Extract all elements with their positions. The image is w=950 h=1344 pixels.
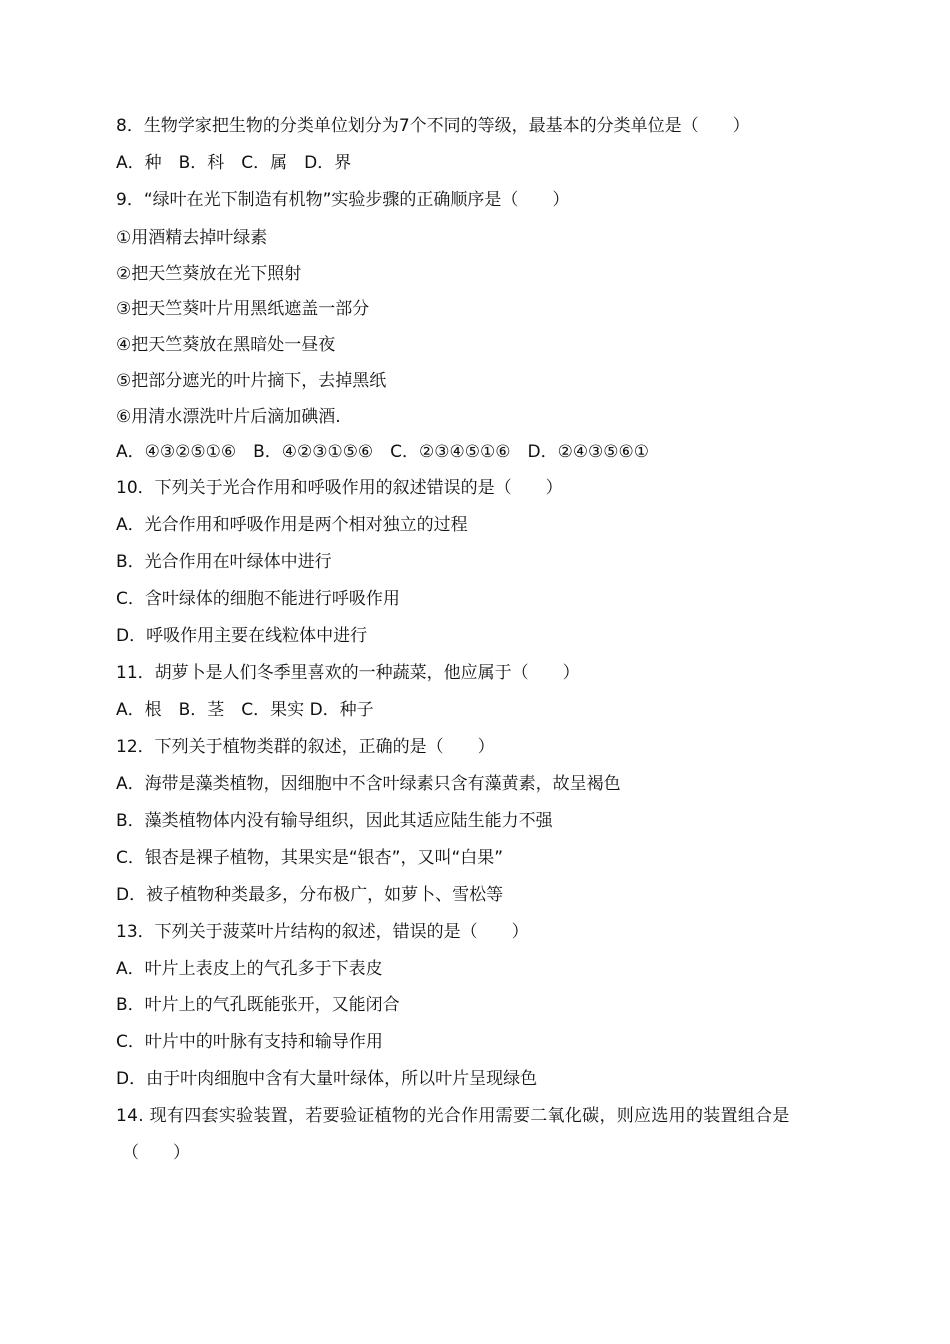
question-10-option-c: C．含叶绿体的细胞不能进行呼吸作用 bbox=[116, 589, 400, 609]
question-8-stem: 8．生物学家把生物的分类单位划分为7个不同的等级，最基本的分类单位是（ ） bbox=[116, 116, 750, 136]
question-12-option-c: C．银杏是裸子植物，其果实是“银杏”，又叫“白果” bbox=[116, 848, 504, 868]
question-10-option-d: D．呼吸作用主要在线粒体中进行 bbox=[116, 626, 368, 646]
question-10-option-a: A．光合作用和呼吸作用是两个相对独立的过程 bbox=[116, 515, 468, 535]
question-9-step: ①用酒精去掉叶绿素 bbox=[116, 228, 268, 248]
question-12-option-b: B．藻类植物体内没有输导组织，因此其适应陆生能力不强 bbox=[116, 811, 553, 831]
question-13-option-b: B．叶片上的气孔既能张开，又能闭合 bbox=[116, 995, 400, 1015]
question-8-options: A．种 B．科 C．属 D．界 bbox=[116, 153, 352, 173]
question-12-stem: 12．下列关于植物类群的叙述，正确的是（ ） bbox=[116, 737, 495, 757]
question-9-step: ②把天竺葵放在光下照射 bbox=[116, 264, 302, 284]
question-9-step: ③把天竺葵叶片用黑纸遮盖一部分 bbox=[116, 299, 370, 319]
question-11-options: A．根 B．茎 C．果实 D．种子 bbox=[116, 700, 374, 720]
question-11-stem: 11．胡萝卜是人们冬季里喜欢的一种蔬菜，他应属于（ ） bbox=[116, 663, 580, 683]
question-14-stem: 14. 现有四套实验装置，若要验证植物的光合作用需要二氧化碳，则应选用的装置组合是 bbox=[116, 1106, 790, 1126]
question-13-option-a: A．叶片上表皮上的气孔多于下表皮 bbox=[116, 959, 383, 979]
question-13-option-d: D．由于叶肉细胞中含有大量叶绿体，所以叶片呈现绿色 bbox=[116, 1069, 538, 1089]
question-12-option-a: A．海带是藻类植物，因细胞中不含叶绿素只含有藻黄素，故呈褐色 bbox=[116, 774, 621, 794]
question-14-answer-paren: （ ） bbox=[122, 1143, 190, 1163]
question-9-step: ⑥用清水漂洗叶片后滴加碘酒. bbox=[116, 407, 341, 427]
question-9-step: ⑤把部分遮光的叶片摘下，去掉黑纸 bbox=[116, 371, 387, 391]
question-9-stem: 9．“绿叶在光下制造有机物”实验步骤的正确顺序是（ ） bbox=[116, 190, 570, 210]
question-10-option-b: B．光合作用在叶绿体中进行 bbox=[116, 552, 332, 572]
question-13-option-c: C．叶片中的叶脉有支持和输导作用 bbox=[116, 1032, 383, 1052]
question-9-options: A．④③②⑤①⑥ B．④②③①⑤⑥ C．②③④⑤①⑥ D．②④③⑤⑥① bbox=[116, 442, 650, 462]
question-9-step: ④把天竺葵放在黑暗处一昼夜 bbox=[116, 335, 336, 355]
question-10-stem: 10．下列关于光合作用和呼吸作用的叙述错误的是（ ） bbox=[116, 478, 563, 498]
question-13-stem: 13．下列关于菠菜叶片结构的叙述，错误的是（ ） bbox=[116, 922, 529, 942]
question-12-option-d: D．被子植物种类最多，分布极广，如萝卜、雪松等 bbox=[116, 885, 504, 905]
